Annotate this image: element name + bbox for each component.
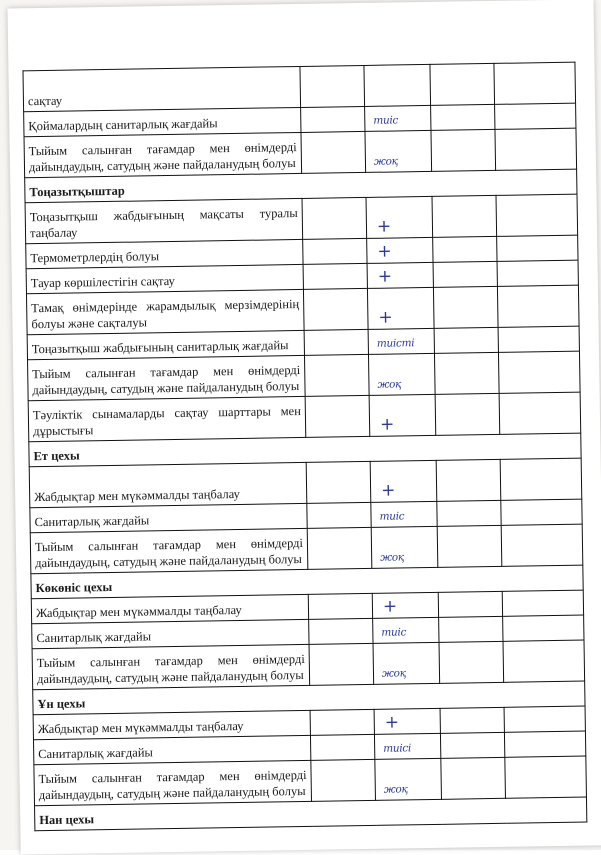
empty-cell: [498, 326, 579, 352]
criterion-cell: Жабдықтар мен мүкәммалды таңбалау: [33, 710, 310, 739]
mark-cell: [372, 592, 438, 618]
empty-cell: [302, 197, 367, 239]
mark-cell: [366, 196, 433, 238]
empty-cell: [301, 131, 366, 173]
empty-cell: [309, 643, 374, 685]
checklist-body: [23, 62, 587, 831]
empty-cell: [310, 734, 374, 760]
empty-cell: [502, 590, 583, 616]
criterion-cell: Тауар көршілестігін сақтау: [26, 264, 303, 293]
empty-cell: [497, 285, 579, 327]
mark-cell: [373, 642, 440, 684]
mark-cell: [371, 526, 438, 568]
empty-cell: [436, 459, 501, 501]
criterion-cell: Тыйым салынған тағамдар мен өнімдерді дайындаудың, сатудың және пайдаланудың болуы: [24, 132, 302, 177]
empty-cell: [304, 354, 369, 396]
mark-cell: [375, 758, 442, 800]
criterion-cell: Тамақ өнімдерінде жарамдылық мерзімдерінің болуы және сақталуы: [26, 289, 304, 334]
empty-cell: [440, 732, 504, 758]
empty-cell: [306, 461, 371, 503]
empty-cell: [430, 63, 495, 105]
empty-cell: [431, 104, 495, 130]
empty-cell: [303, 288, 368, 330]
empty-cell: [308, 593, 372, 619]
handwritten-mark: жоқ: [381, 667, 406, 681]
section-heading: Ет цехы: [29, 433, 581, 467]
section-heading: Ұн цехы: [33, 681, 585, 715]
empty-cell: [309, 618, 373, 644]
empty-cell: [432, 195, 497, 237]
criterion-cell: Термометрлердің болуы: [26, 239, 303, 268]
empty-cell: [303, 263, 367, 289]
empty-cell: [494, 62, 576, 104]
criterion-cell: Тоңазытқыш жабдығының санитарлық жағдайы: [27, 330, 304, 359]
plus-mark-icon: +: [376, 216, 392, 237]
plus-mark-icon: +: [380, 480, 396, 501]
empty-cell: [439, 641, 504, 683]
mark-cell: [365, 130, 432, 172]
empty-cell: [434, 352, 499, 394]
empty-cell: [503, 615, 584, 641]
criterion-cell: Тыйым салынған тағамдар мен өнімдерді дайындаудың, сатудың және пайдаланудың болуы: [28, 355, 306, 400]
empty-cell: [305, 395, 370, 437]
empty-cell: [504, 731, 585, 757]
plus-mark-icon: +: [377, 266, 393, 287]
empty-cell: [435, 393, 500, 435]
empty-cell: [434, 327, 498, 353]
handwritten-mark: тиісі: [383, 742, 412, 756]
empty-cell: [500, 458, 582, 500]
empty-cell: [495, 128, 577, 170]
mark-cell: [367, 237, 433, 263]
handwritten-mark: тиісті: [376, 337, 415, 351]
section-heading: Көкөніс цехы: [31, 565, 583, 599]
handwritten-mark: жоқ: [380, 551, 404, 565]
handwritten-mark: тиіс: [373, 114, 399, 128]
mark-cell: [373, 617, 439, 643]
handwritten-mark: тиіс: [381, 626, 407, 640]
empty-cell: [440, 707, 504, 733]
plus-mark-icon: +: [379, 414, 395, 435]
mark-cell: [364, 64, 431, 106]
criterion-cell: Жабдықтар мен мүкәммалды таңбалау: [31, 594, 308, 623]
empty-cell: [310, 709, 374, 735]
empty-cell: [311, 759, 376, 801]
plus-mark-icon: +: [377, 241, 392, 262]
criterion-cell: Санитарлық жағдайы: [30, 503, 307, 532]
criterion-cell: Санитарлық жағдайы: [33, 735, 310, 764]
empty-cell: [498, 351, 580, 393]
empty-cell: [505, 756, 587, 798]
criterion-cell: Тыйым салынған тағамдар мен өнімдерді дайындаудың, сатудың және пайдаланудың болуы: [30, 528, 308, 573]
empty-cell: [300, 65, 365, 107]
empty-cell: [499, 392, 581, 434]
empty-cell: [304, 329, 368, 355]
section-heading: Тоңазытқыштар: [25, 169, 577, 203]
criterion-cell: Тәуліктік сынамаларды сақтау шарттары мен дұрыстығы: [28, 396, 306, 441]
handwritten-mark: жоқ: [373, 155, 398, 169]
empty-cell: [431, 129, 496, 171]
empty-cell: [504, 706, 585, 732]
mark-cell: [374, 733, 440, 759]
empty-cell: [437, 500, 501, 526]
mark-cell: [365, 105, 431, 131]
mark-cell: [371, 501, 437, 527]
empty-cell: [307, 527, 372, 569]
empty-cell: [497, 260, 578, 286]
handwritten-mark: жоқ: [377, 378, 402, 392]
section-heading: Нан цехы: [35, 797, 587, 831]
empty-cell: [303, 238, 367, 264]
mark-cell: [369, 394, 436, 436]
empty-cell: [437, 525, 502, 567]
plus-mark-icon: +: [378, 307, 393, 328]
empty-cell: [503, 640, 585, 682]
empty-cell: [301, 106, 365, 132]
mark-cell: [370, 460, 437, 502]
empty-cell: [307, 502, 371, 528]
criterion-cell: Тыйым салынған тағамдар мен өнімдерді дайындаудың, сатудың және пайдаланудың болуы: [32, 644, 310, 689]
empty-cell: [501, 524, 583, 566]
criterion-cell: Тыйым салынған тағамдар мен өнімдерді дайындаудың, сатудың және пайдаланудың болуы: [34, 760, 312, 805]
handwritten-mark: жоқ: [383, 783, 408, 797]
mark-cell: [368, 328, 434, 354]
handwritten-mark: тиіс: [379, 510, 405, 524]
empty-cell: [433, 261, 497, 287]
empty-cell: [501, 499, 582, 525]
criterion-cell: Қоймалардың санитарлық жағдайы: [24, 107, 301, 136]
empty-cell: [438, 591, 502, 617]
empty-cell: [439, 616, 503, 642]
mark-cell: [367, 262, 433, 288]
inspection-checklist-table: [22, 62, 587, 832]
empty-cell: [433, 236, 497, 262]
mark-cell: [368, 353, 435, 395]
empty-cell: [495, 103, 576, 129]
criterion-cell: Жабдықтар мен мүкәммалды таңбалау: [29, 462, 307, 507]
mark-cell: [374, 708, 440, 734]
plus-mark-icon: +: [382, 596, 398, 617]
criterion-cell: Санитарлық жағдайы: [32, 619, 309, 648]
plus-mark-icon: +: [384, 712, 400, 733]
criterion-cell: Тоңазытқыш жабдығының мақсаты туралы таңбалау: [25, 198, 303, 243]
empty-cell: [433, 286, 498, 328]
empty-cell: [497, 235, 578, 261]
criterion-cell: сақтау: [23, 66, 301, 111]
mark-cell: [367, 287, 434, 329]
empty-cell: [441, 757, 506, 799]
empty-cell: [496, 194, 578, 236]
